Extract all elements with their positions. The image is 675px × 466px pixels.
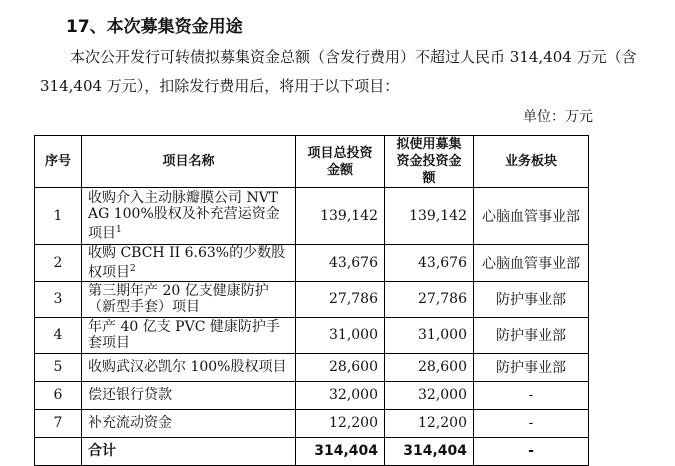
cell-total: 28,600 [296, 353, 385, 381]
cell-name [82, 317, 296, 353]
intro-text: 本次公开发行可转债拟募集资金总额（含发行费用）不超过人民币 314,404 万元（含 314,404 万元），扣除发行费用后，将用于以下项目： [40, 48, 637, 95]
cell-segment: 心脑血管事业部 [474, 188, 589, 245]
cell-segment: 心脑血管事业部 [474, 245, 589, 282]
cell-name-text: 偿还银行贷款 [88, 387, 172, 404]
table-row [35, 245, 589, 282]
cell-segment: - [474, 409, 589, 437]
table-row [35, 281, 589, 317]
header-no: 序号 [35, 136, 82, 188]
header-total: 项目总投资金额 [296, 136, 385, 188]
cell-segment: 防护事业部 [474, 353, 589, 381]
cell-total: 31,000 [296, 317, 385, 353]
cell-no: 6 [35, 381, 82, 409]
header-name: 项目名称 [82, 136, 296, 188]
table-row [35, 188, 589, 245]
cell-total: 43,676 [296, 245, 385, 282]
cell-segment: - [474, 381, 589, 409]
cell-no: 7 [35, 409, 82, 437]
cell-no: 3 [35, 281, 82, 317]
table-header-row [35, 136, 589, 188]
cell-no [35, 437, 82, 465]
intro-paragraph [40, 43, 640, 101]
table-row [35, 409, 589, 437]
cell-name-text: 补充流动资金 [88, 415, 172, 432]
cell-name [82, 409, 296, 437]
cell-name [82, 188, 296, 245]
cell-name [82, 281, 296, 317]
cell-no: 5 [35, 353, 82, 381]
total-value: 314,404 [296, 437, 385, 465]
total-segment: - [474, 437, 589, 465]
cell-no: 1 [35, 188, 82, 245]
cell-segment: 防护事业部 [474, 317, 589, 353]
cell-name [82, 381, 296, 409]
cell-name-text: 收购介入主动脉瓣膜公司 NVT AG 100%股权及补充营运资金项目 [88, 190, 280, 242]
cell-name-text: 年产 40 亿支 PVC 健康防护手套项目 [88, 319, 280, 352]
cell-total: 32,000 [296, 381, 385, 409]
cell-total: 27,786 [296, 281, 385, 317]
table-body [35, 188, 589, 466]
header-raise: 拟使用募集资金投资金额 [385, 136, 474, 188]
table-row [35, 317, 589, 353]
table-row [35, 381, 589, 409]
total-label: 合计 [82, 437, 296, 465]
cell-name-text: 第三期年产 20 亿支健康防护（新型手套）项目 [88, 283, 269, 316]
total-raise: 314,404 [385, 437, 474, 465]
fund-usage-table [34, 135, 589, 466]
section-heading: 17、本次募集资金用途 [66, 17, 243, 37]
cell-raise: 32,000 [385, 381, 474, 409]
table-total-row [35, 437, 589, 465]
cell-raise: 27,786 [385, 281, 474, 317]
cell-raise: 139,142 [385, 188, 474, 245]
cell-total: 12,200 [296, 409, 385, 437]
unit-label: 单位：万元 [523, 109, 593, 125]
cell-total: 139,142 [296, 188, 385, 245]
cell-no: 2 [35, 245, 82, 282]
header-segment: 业务板块 [474, 136, 589, 188]
cell-name [82, 353, 296, 381]
cell-raise: 28,600 [385, 353, 474, 381]
footnote-mark: 1 [116, 225, 122, 236]
cell-name [82, 245, 296, 282]
cell-raise: 43,676 [385, 245, 474, 282]
footnote-mark: 2 [130, 264, 136, 274]
cell-segment: 防护事业部 [474, 281, 589, 317]
cell-raise: 12,200 [385, 409, 474, 437]
table-row [35, 353, 589, 381]
cell-raise: 31,000 [385, 317, 474, 353]
cell-name-text: 收购武汉必凯尔 100%股权项目 [88, 359, 287, 376]
cell-no: 4 [35, 317, 82, 353]
cell-name-text: 收购 CBCH II 6.63%的少数股权项目 [88, 245, 286, 281]
